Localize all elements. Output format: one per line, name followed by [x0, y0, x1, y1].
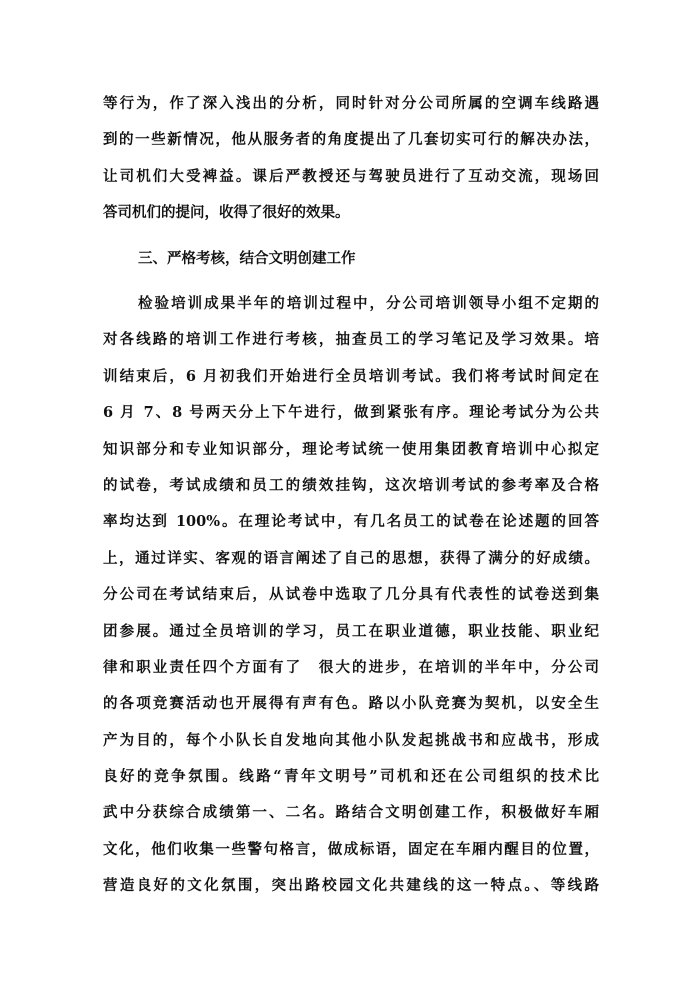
paragraph-2-line-16: 文化，他们收集一些警句格言，做成标语，固定在车厢内醒目的位置， — [103, 840, 599, 858]
paragraph-2-line-11: 律和职业责任四个方面有了 很大的进步，在培训的半年中，分公司 — [103, 658, 599, 676]
paragraph-2-line-12: 的各项竞赛活动也开展得有声有色。路以小队竞赛为契机，以安全生 — [103, 695, 599, 713]
paragraph-2-line-15: 武中分获综合成绩第一、二名。路结合文明创建工作，积极做好车厢 — [103, 804, 599, 822]
paragraph-1 — [103, 86, 599, 232]
paragraph-2-line-8: 上，通过详实、客观的语言阐述了自己的思想，获得了满分的好成绩。 — [103, 549, 599, 567]
paragraph-2 — [103, 286, 599, 905]
paragraph-2-line-14: 良好的竞争氛围。线路“青年文明号”司机和还在公司组织的技术比 — [103, 768, 599, 786]
paragraph-1-line-3: 让司机们大受裨益。课后严教授还与驾驶员进行了互动交流，现场回 — [103, 167, 599, 185]
paragraph-2-line-9: 分公司在考试结束后，从试卷中选取了几分具有代表性的试卷送到集 — [103, 586, 599, 604]
section-heading: 三、严格考核，结合文明创建工作 — [138, 250, 356, 267]
paragraph-2-line-4: 6 月 7、8 号两天分上下午进行，做到紧张有序。理论考试分为公共 — [103, 404, 599, 422]
paragraph-1-line-2: 到的一些新情况，他从服务者的角度提出了几套切实可行的解决办法， — [103, 131, 599, 149]
paragraph-2-line-1: 检验培训成果半年的培训过程中，分公司培训领导小组不定期的 — [138, 295, 599, 312]
paragraph-2-line-7: 率均达到 100%。在理论考试中，有几名员工的试卷在论述题的回答 — [103, 513, 599, 531]
paragraph-2-line-17: 营造良好的文化氛围，突出路校园文化共建线的这一特点。、等线路 — [103, 877, 599, 895]
paragraph-2-line-3: 训结束后，6 月初我们开始进行全员培训考试。我们将考试时间定在 — [103, 367, 599, 385]
paragraph-1-line-4: 答司机们的提问，收得了很好的效果。 — [103, 204, 350, 222]
paragraph-2-line-13: 产为目的，每个小队长自发地向其他小队发起挑战书和应战书，形成 — [103, 731, 599, 749]
paragraph-2-line-6: 的试卷，考试成绩和员工的绩效挂钩，这次培训考试的参考率及合格 — [103, 476, 599, 494]
paragraph-2-line-10: 团参展。通过全员培训的学习，员工在职业道德，职业技能、职业纪 — [103, 622, 599, 640]
paragraph-2-line-2: 对各线路的培训工作进行考核，抽查员工的学习笔记及学习效果。培 — [103, 331, 599, 349]
paragraph-1-line-1: 等行为，作了深入浅出的分析，同时针对分公司所属的空调车线路遇 — [103, 95, 599, 112]
paragraph-2-line-5: 知识部分和专业知识部分，理论考试统一使用集团教育培训中心拟定 — [103, 440, 599, 458]
